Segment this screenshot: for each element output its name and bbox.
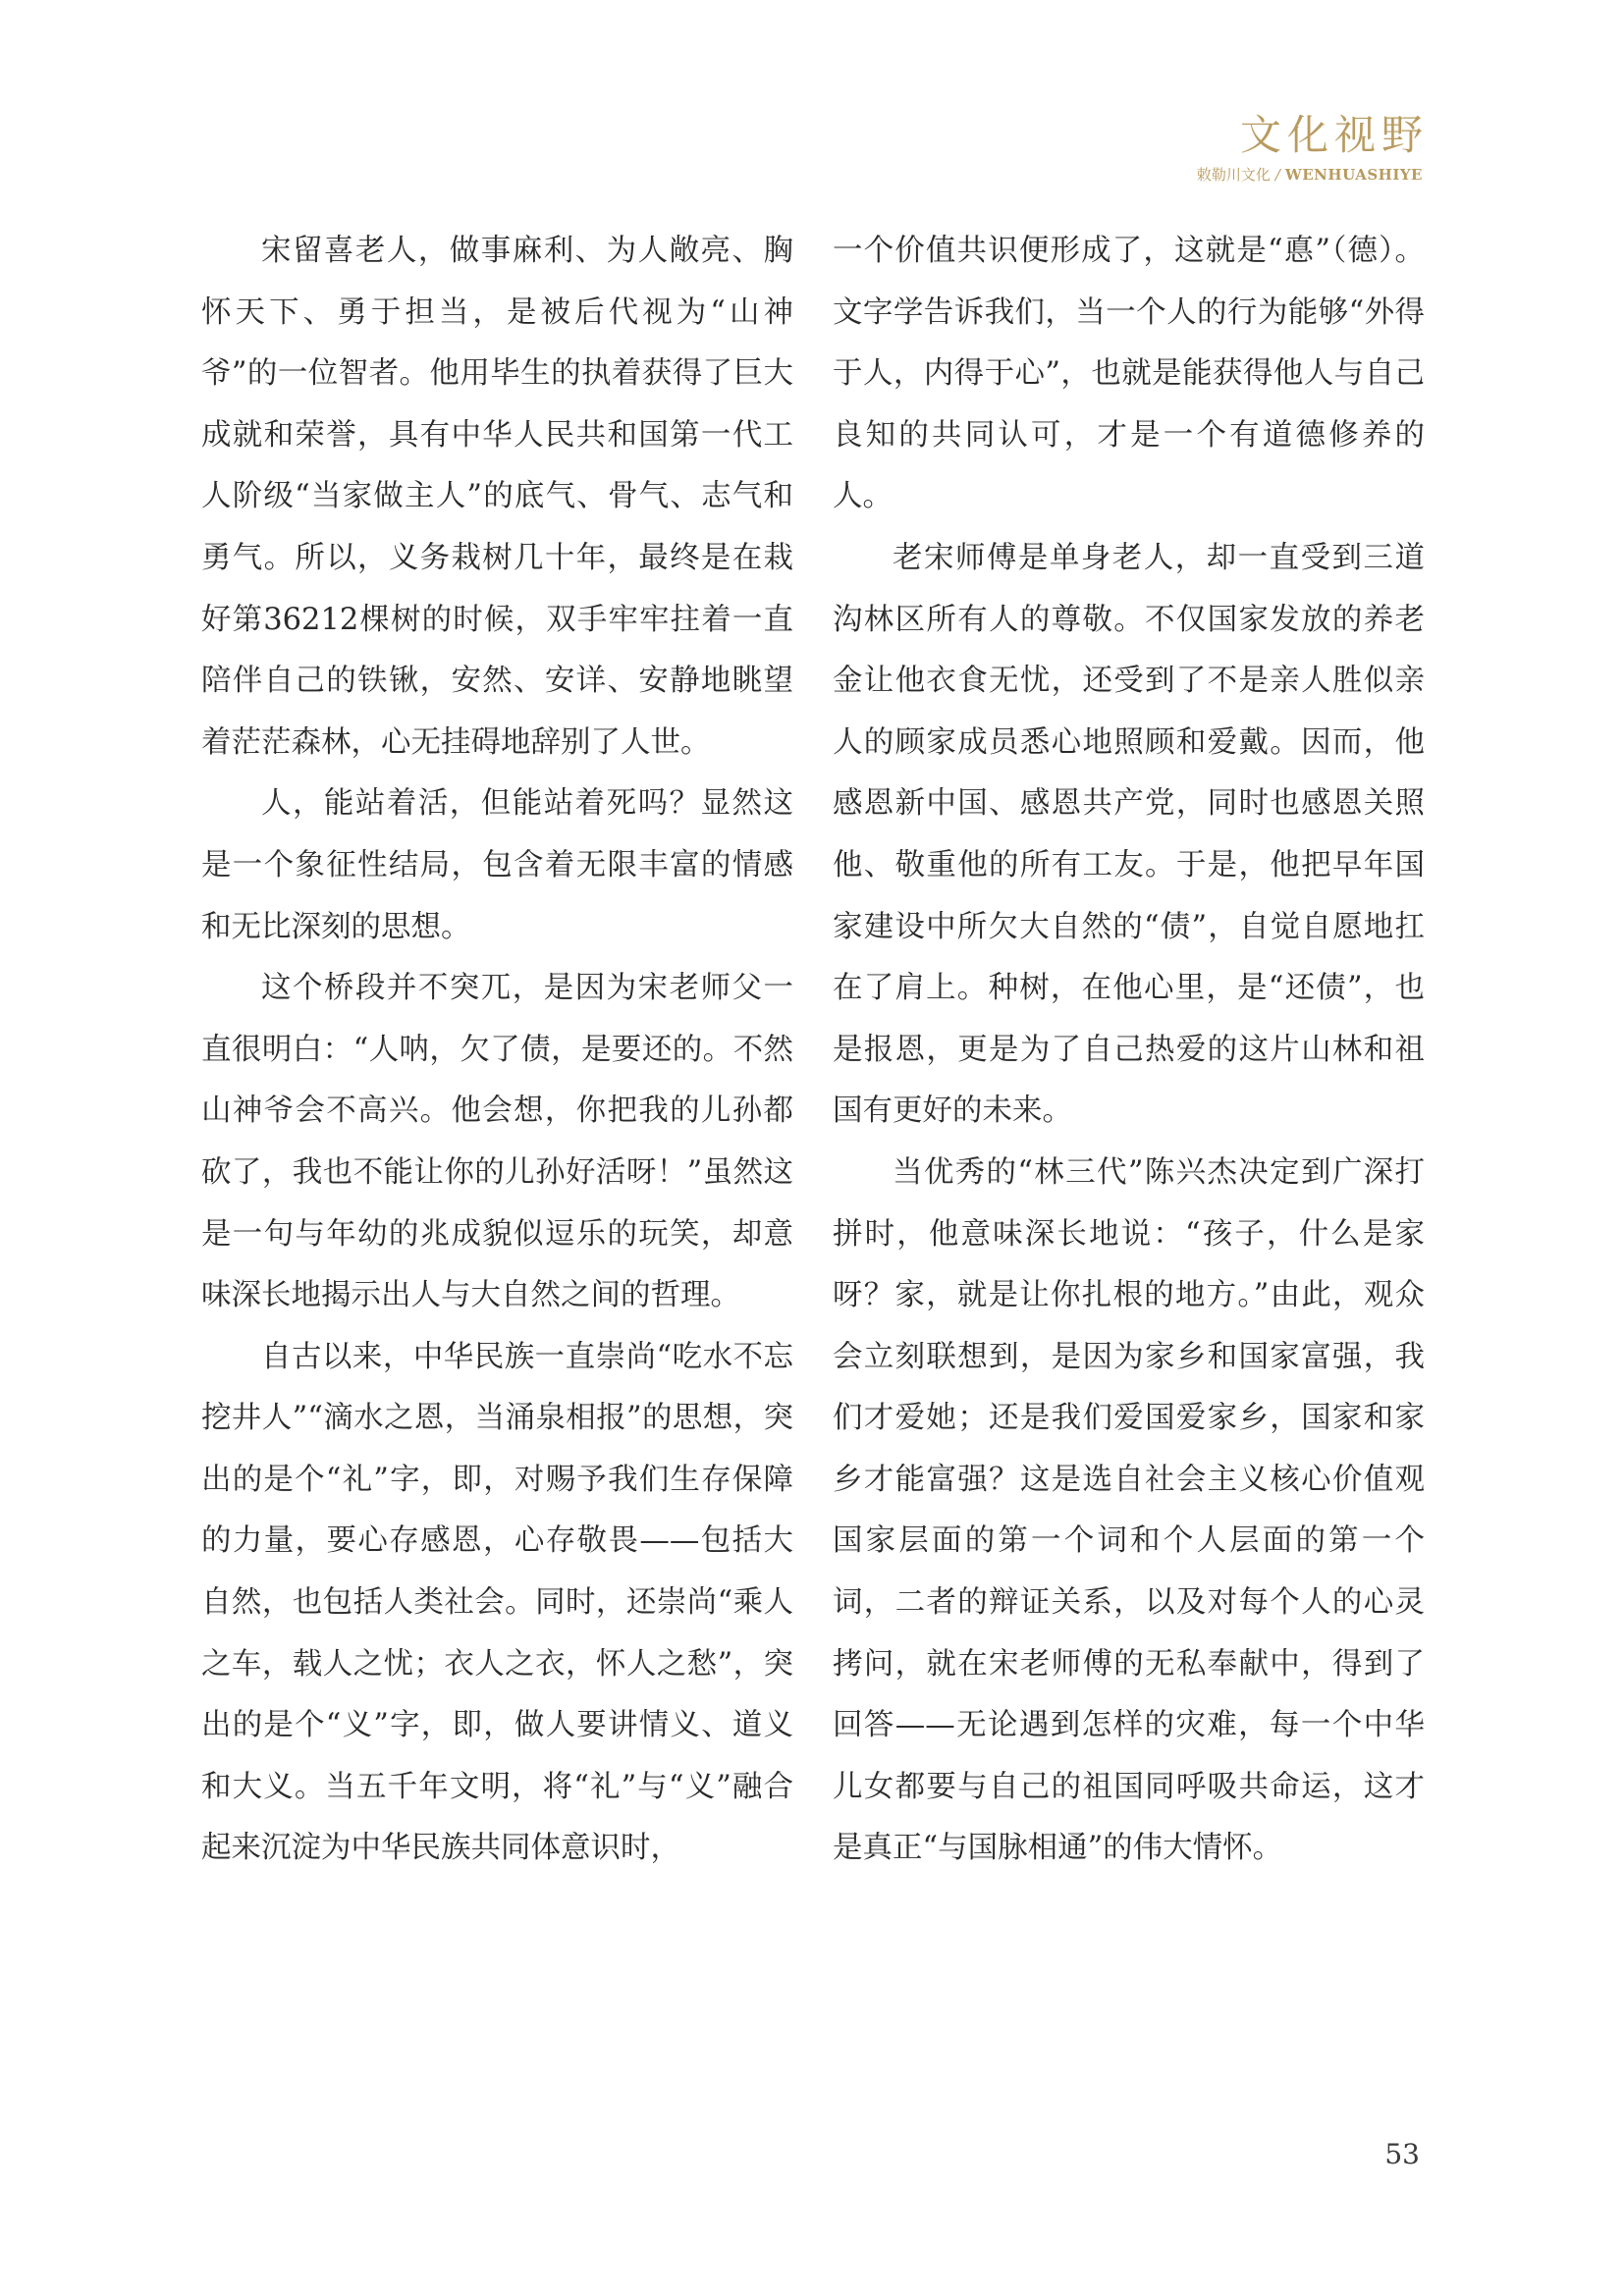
slash-divider: / <box>1274 166 1280 184</box>
paragraph: 人，能站着活，但能站着死吗？显然这是一个象征性结局，包含着无限丰富的情感和无比深刻的思想。 <box>201 786 793 944</box>
section-title: 文化视野 <box>1239 111 1429 159</box>
page-number: 53 <box>1384 2138 1420 2170</box>
text-column-right <box>833 221 1425 1880</box>
paragraph: 自古以来，中华民族一直崇尚“吃水不忘挖井人”“滴水之恩，当涌泉相报”的思想，突出的是个“礼”字，即，对赐予我们生存保障的力量，要心存感恩，心存敬畏——包括大自然，也包括人类社会。同时，还崇尚“乘人之车，载人之忧；衣人之衣，怀人之愁”，突出的是个“义”字，即，做人要讲情义、道义和大义。当五千年文明，将“礼”与“义”融合起来沉淀为中华民族共同体意识时， <box>201 1339 793 1866</box>
section-header <box>1196 110 1429 185</box>
paragraph: 这个桥段并不突兀，是因为宋老师父一直很明白：“人呐，欠了债，是要还的。不然山神爷会不高兴。他会想，你把我的儿孙都砍了，我也不能让你的儿孙好活呀！”虽然这是一句与年幼的兆成貌似逗乐的玩笑，却意味深长地揭示出人与大自然之间的哲理。 <box>201 971 793 1313</box>
section-subtitle <box>1197 165 1423 185</box>
paragraph: 当优秀的“林三代”陈兴杰决定到广深打拼时，他意味深长地说：“孩子，什么是家呀？家，就是让你扎根的地方。”由此，观众会立刻联想到，是因为家乡和国家富强，我们才爱她；还是我们爱国爱家乡，国家和家乡才能富强？这是选自社会主义核心价值观国家层面的第一个词和个人层面的第一个词，二者的辩证关系，以及对每个人的心灵拷问，就在宋老师傅的无私奉献中，得到了回答——无论遇到怎样的灾难，每一个中华儿女都要与自己的祖国同呼吸共命运，这才是真正“与国脉相通”的伟大情怀。 <box>833 1154 1425 1866</box>
text-column-left <box>201 221 793 1880</box>
section-subtitle-en: WENHUASHIYE <box>1284 166 1423 184</box>
section-subtitle-cn: 敕勒川文化 <box>1196 166 1271 184</box>
paragraph: 老宋师傅是单身老人，却一直受到三道沟林区所有人的尊敬。不仅国家发放的养老金让他衣食无忧，还受到了不是亲人胜似亲人的顾家成员悉心地照顾和爱戴。因而，他感恩新中国、感恩共产党，同时也感恩关照他、敬重他的所有工友。于是，他把早年国家建设中所欠大自然的“债”，自觉自愿地扛在了肩上。种树，在他心里，是“还债”，也是报恩，更是为了自己热爱的这片山林和祖国有更好的未来。 <box>833 540 1425 1129</box>
paragraph-continuation: 一个价值共识便形成了，这就是“悳”（德）。文字学告诉我们，当一个人的行为能够“外得于人，内得于心”，也就是能获得他人与自己良知的共同认可，才是一个有道德修养的人。 <box>833 234 1425 514</box>
paragraph: 宋留喜老人，做事麻利、为人敞亮、胸怀天下、勇于担当，是被后代视为“山神爷”的一位智者。他用毕生的执着获得了巨大成就和荣誉，具有中华人民共和国第一代工人阶级“当家做主人”的底气、骨气、志气和勇气。所以，义务栽树几十年，最终是在栽好第36212棵树的时候，双手牢牢拄着一直陪伴自己的铁锹，安然、安详、安静地眺望着茫茫森林，心无挂碍地辞别了人世。 <box>201 234 793 760</box>
